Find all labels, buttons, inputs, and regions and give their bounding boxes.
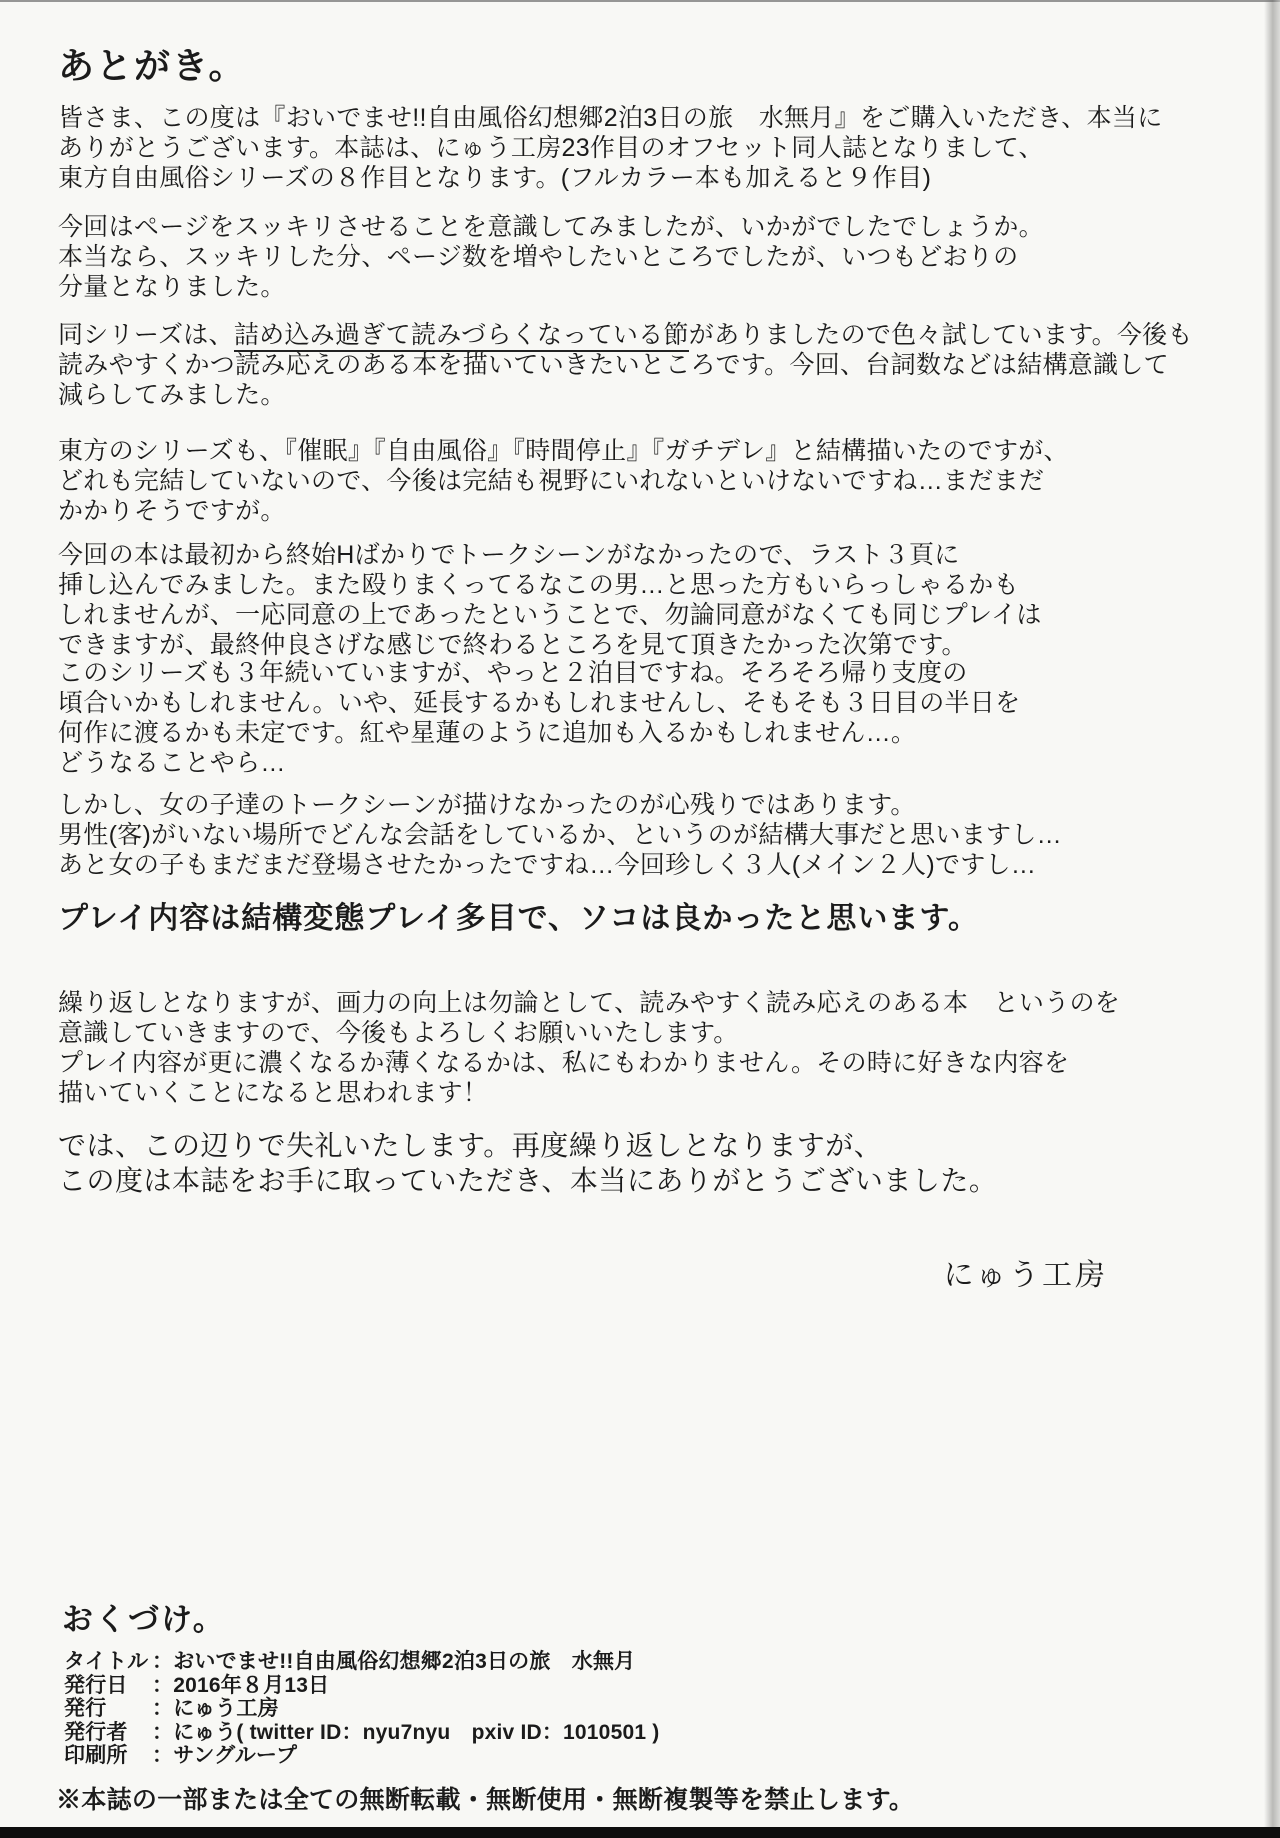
colophon-label: 発行 (64, 1697, 107, 1720)
text-line: 読みやすくかつ読み応えのある本を描いていきたいところです。今回、台詞数などは結構意識して (58, 351, 1169, 379)
colophon-row-printer (64, 1744, 1164, 1768)
text-line: できますが、最終仲良さげな感じで終わるところを見て頂きたかった次第です。 (58, 631, 967, 659)
text-line: この度は本誌をお手に取っていただき、本当にありがとうございました。 (58, 1165, 998, 1196)
paragraph-1 (58, 103, 1248, 193)
text-segment: がありましたので色々試しています。今後も (688, 321, 1193, 349)
text-line: かかりそうですが。 (58, 497, 286, 525)
text-line: 意識していきますので、今後もよろしくお願いいたします。 (58, 1019, 739, 1047)
colophon-value: にゅう( twitter ID：nyu7nyu pxiv ID：1010501 ) (173, 1720, 660, 1744)
colophon-value: にゅう工房 (173, 1697, 279, 1720)
text-line: 何作に渡るかも未定です。紅や星蓮のように追加も入るかもしれません…。 (58, 719, 917, 747)
text-segment: 同シリーズは、 (58, 321, 234, 349)
text-line: 減らしてみました。 (58, 381, 286, 409)
text-line: このシリーズも３年続いていますが、やっと２泊目ですね。そろそろ帰り支度の (58, 659, 968, 687)
colophon-row-date (64, 1674, 1164, 1698)
colophon-row-author (64, 1721, 1164, 1745)
text-line: では、この辺りで失礼いたします。再度繰り返しとなりますが、 (58, 1130, 883, 1161)
colophon-value: おいでませ!!自由風俗幻想郷2泊3日の旅 水無月 (173, 1650, 636, 1673)
text-line: プレイ内容が更に濃くなるか薄くなるかは、私にもわかりません。その時に好きな内容を (58, 1049, 1070, 1077)
text-line: 分量となりました。 (58, 273, 286, 301)
colophon-colon: ： (152, 1744, 174, 1767)
text-line: 東方のシリーズも、『催眠』『自由風俗』『時間停止』『ガチデレ』と結構描いたのですが、 (58, 437, 1069, 465)
afterword-heading: あとがき。 (58, 45, 247, 86)
paragraph-8 (58, 988, 1248, 1108)
paragraph-6 (58, 658, 1248, 778)
copyright-note: ※本誌の一部または全ての無断転載・無断使用・無断複製等を禁止します。 (56, 1786, 915, 1814)
paragraph-4 (58, 436, 1248, 526)
text-line: しかし、女の子達のトークシーンが描けなかったのが心残りではあります。 (58, 791, 916, 819)
text-line: あと女の子もまだまだ登場させたかったですね…今回珍しく３人(メイン２人)ですし… (58, 851, 1037, 879)
colophon-colon: ： (152, 1720, 174, 1744)
scan-edge-top (0, 0, 1280, 2)
text-line: 皆さま、この度は『おいでませ!!自由風俗幻想郷2泊3日の旅 水無月』をご購入いただき、本当に (58, 104, 1163, 132)
scan-edge-right (1264, 0, 1280, 1838)
scan-edge-bottom (0, 1827, 1280, 1838)
colophon-table (64, 1650, 1164, 1768)
text-line: どれも完結していないので、今後は完結も視野にいれないといけないですね…まだまだ (58, 467, 1045, 495)
colophon-row-publisher (64, 1697, 1164, 1721)
text-line: 繰り返しとなりますが、画力の向上は勿論として、読みやすく読み応えのある本 というのを (58, 989, 1121, 1017)
text-line: 本当なら、スッキリした分、ページ数を増やしたいところでしたが、いつもどおりの (58, 243, 1019, 271)
colophon-value: サングループ (173, 1744, 298, 1767)
paragraph-2 (58, 212, 1248, 302)
colophon-label: タイトル (64, 1650, 149, 1673)
colophon-heading: おくづけ。 (62, 1602, 226, 1637)
colophon-value: 2016年８月13日 (173, 1673, 330, 1697)
text-line (58, 320, 1248, 350)
colophon-label: 印刷所 (64, 1744, 128, 1767)
text-line: しれませんが、一応同意の上であったということで、勿論同意がなくても同じプレイは (58, 601, 1042, 629)
underlined-phrase: 詰め込み過ぎて読みづらくなっている節 (234, 321, 689, 352)
text-line: ありがとうございます。本誌は、にゅう工房23作目のオフセット同人誌となりまして、 (58, 134, 1044, 162)
author-signature: にゅう工房 (943, 1259, 1108, 1292)
text-line: 挿し込んでみました。また殴りまくってるなこの男…と思った方もいらっしゃるかも (58, 571, 1019, 599)
colophon-label: 発行日 (64, 1673, 128, 1697)
paragraph-3 (58, 320, 1248, 410)
colophon-colon: ： (152, 1650, 174, 1673)
text-line: どうなることやら… (58, 749, 286, 777)
colophon-row-title (64, 1650, 1164, 1674)
paragraph-5 (58, 540, 1248, 660)
paragraph-7 (58, 790, 1248, 880)
colophon-colon: ： (152, 1697, 174, 1720)
text-line: 描いていくことになると思われます！ (58, 1079, 489, 1107)
colophon-colon: ： (152, 1673, 174, 1697)
closing-paragraph (58, 1128, 1248, 1198)
text-line: 男性(客)がいない場所でどんな会話をしているか、というのが結構大事だと思いますし… (58, 821, 1062, 849)
text-line: 頃合いかもしれません。いや、延長するかもしれませんし、そもそも３日目の半日を (58, 689, 1021, 717)
colophon-label: 発行者 (64, 1720, 128, 1744)
text-line: 東方自由風俗シリーズの８作目となります。(フルカラー本も加えると９作目) (58, 164, 932, 192)
text-line: 今回の本は最初から終始Hばかりでトークシーンがなかったので、ラスト３頁に (58, 541, 960, 569)
highlight-statement: プレイ内容は結構変態プレイ多目で、ソコは良かったと思います。 (58, 902, 979, 935)
text-line: 今回はページをスッキリさせることを意識してみましたが、いかがでしたでしょうか。 (58, 213, 1044, 241)
